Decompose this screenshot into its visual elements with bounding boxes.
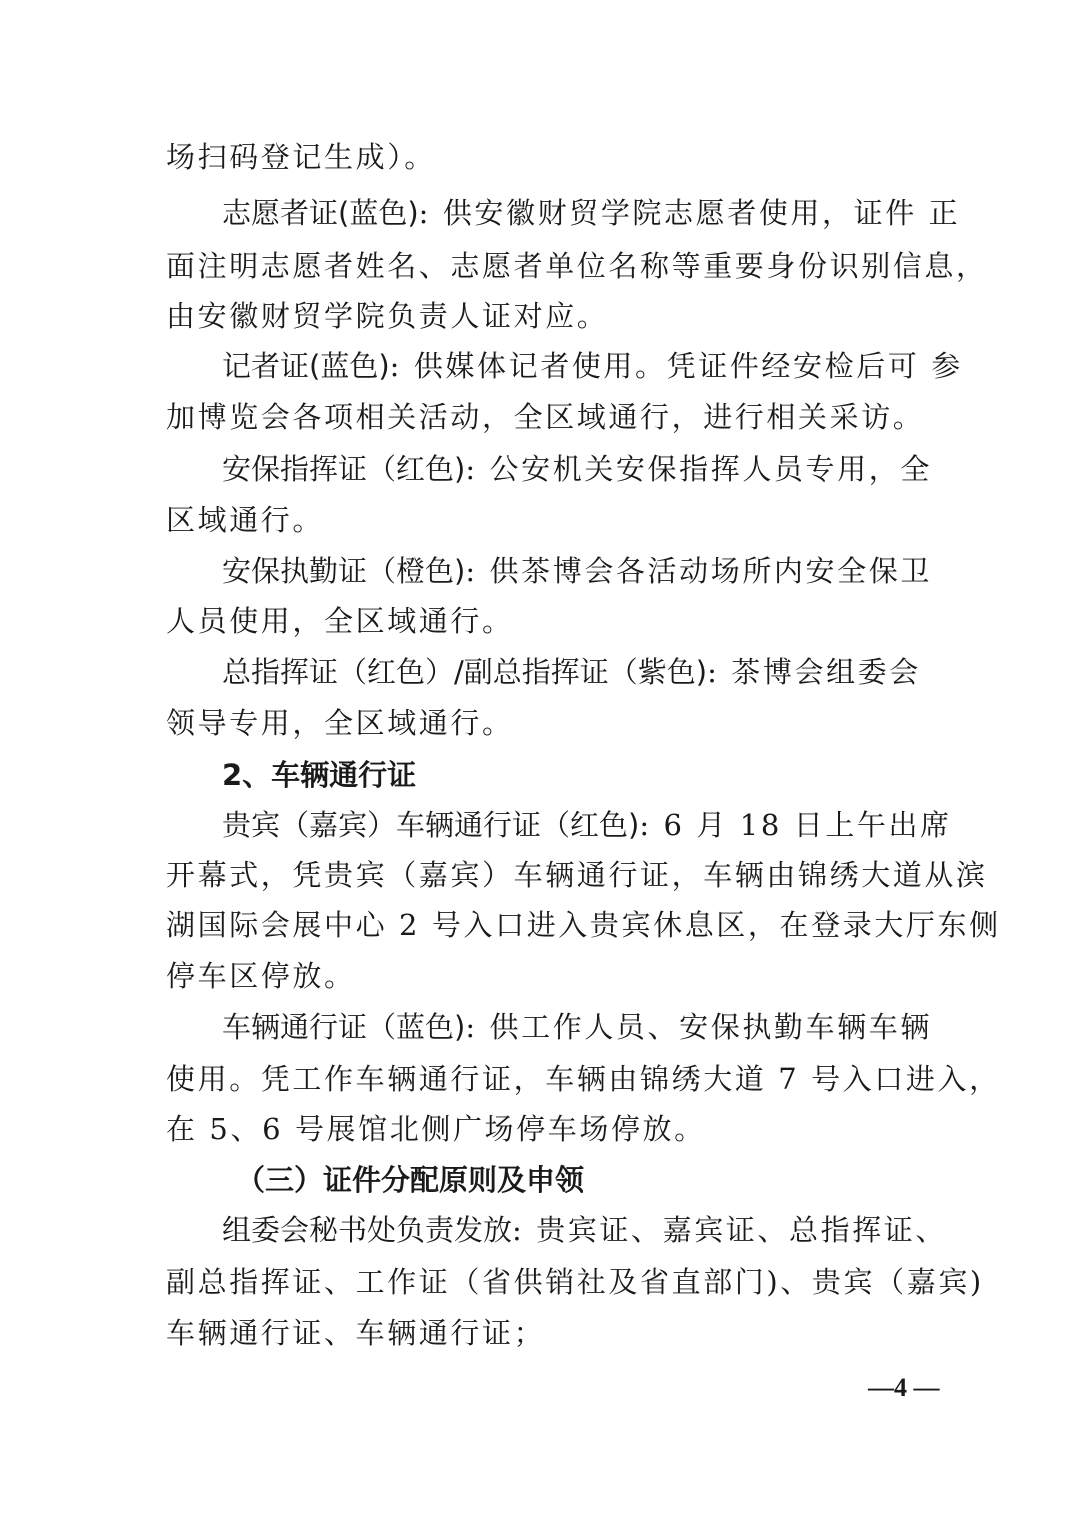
body-text: 在 5、6 号展馆北侧广场停车场停放。 xyxy=(166,1112,706,1146)
paragraph-commander-pass xyxy=(222,652,982,692)
paragraph-security-duty-pass xyxy=(222,551,982,591)
text-line xyxy=(166,905,1001,945)
body-text: 人员使用，全区域通行。 xyxy=(166,604,514,638)
text-line xyxy=(166,1313,926,1353)
body-text: : 供安徽财贸学院志愿者使用，证件 正 xyxy=(418,196,961,230)
paragraph-vip-vehicle-pass xyxy=(222,805,982,845)
paragraph-secretariat-issue xyxy=(222,1210,982,1250)
text-line xyxy=(166,500,926,540)
body-text: : 供茶博会各活动场所内安全保卫 xyxy=(465,554,932,588)
paragraph-heading: 贵宾（嘉宾）车辆通行证（红色) xyxy=(222,808,640,842)
text-line xyxy=(166,246,988,286)
text-line xyxy=(166,137,926,177)
paragraph-vehicle-pass xyxy=(222,1007,982,1047)
body-text: 副总指挥证、工作证（省供销社及省直部门)、贵宾（嘉宾) xyxy=(166,1265,984,1299)
body-text: 场扫码登记生成）。 xyxy=(166,140,436,174)
text-line xyxy=(166,956,926,996)
body-text: 车辆通行证、车辆通行证； xyxy=(166,1316,546,1350)
paragraph-press-pass xyxy=(222,346,982,386)
page-number: —4 — xyxy=(868,1373,940,1402)
text-line xyxy=(166,397,926,437)
paragraph-heading: 安保执勤证（橙色) xyxy=(222,554,466,588)
text-line xyxy=(166,1059,1001,1099)
section-heading xyxy=(236,1160,996,1200)
paragraph-heading: 安保指挥证（红色) xyxy=(222,452,466,486)
body-text: : 公安机关安保指挥人员专用，全 xyxy=(465,452,932,486)
body-text: 使用。凭工作车辆通行证，车辆由锦绣大道 7 号入口进入， xyxy=(166,1062,1001,1096)
body-text: : 6 月 18 日上午出席 xyxy=(639,808,952,842)
paragraph-heading: 车辆通行证（蓝色) xyxy=(222,1010,466,1044)
text-line xyxy=(166,296,926,336)
paragraph-volunteer-pass xyxy=(222,193,982,233)
section-title: （三）证件分配原则及申领 xyxy=(236,1163,585,1197)
subsection-title: 2、车辆通行证 xyxy=(222,758,417,792)
body-text: 加博览会各项相关活动，全区域通行，进行相关采访。 xyxy=(166,400,925,434)
text-line xyxy=(166,1109,926,1149)
body-text: 湖国际会展中心 2 号入口进入贵宾休息区，在登录大厅东侧 xyxy=(166,908,1001,942)
paragraph-heading: 组委会秘书处负责发放 xyxy=(222,1213,513,1247)
text-line xyxy=(166,601,926,641)
text-line xyxy=(166,703,926,743)
body-text: : 供媒体记者使用。凭证件经安检后可 参 xyxy=(389,349,963,383)
text-line xyxy=(166,1262,984,1302)
paragraph-heading: 记者证(蓝色) xyxy=(222,349,390,383)
body-text: : 供工作人员、安保执勤车辆车辆 xyxy=(465,1010,932,1044)
paragraph-security-command-pass xyxy=(222,449,982,489)
body-text: : 茶博会组委会 xyxy=(707,655,921,689)
paragraph-heading: 总指挥证（红色）/副总指挥证（紫色) xyxy=(222,655,708,689)
paragraph-heading: 志愿者证(蓝色) xyxy=(222,196,419,230)
body-text: 领导专用，全区域通行。 xyxy=(166,706,514,740)
body-text: 停车区停放。 xyxy=(166,959,356,993)
body-text: 由安徽财贸学院负责人证对应。 xyxy=(166,299,609,333)
body-text: 面注明志愿者姓名、志愿者单位名称等重要身份识别信息， xyxy=(166,249,988,283)
body-text: 区域通行。 xyxy=(166,503,325,537)
body-text: 开幕式，凭贵宾（嘉宾）车辆通行证，车辆由锦绣大道从滨 xyxy=(166,858,988,892)
subsection-heading xyxy=(222,755,982,795)
text-line xyxy=(166,855,988,895)
body-text: : 贵宾证、嘉宾证、总指挥证、 xyxy=(512,1213,948,1247)
